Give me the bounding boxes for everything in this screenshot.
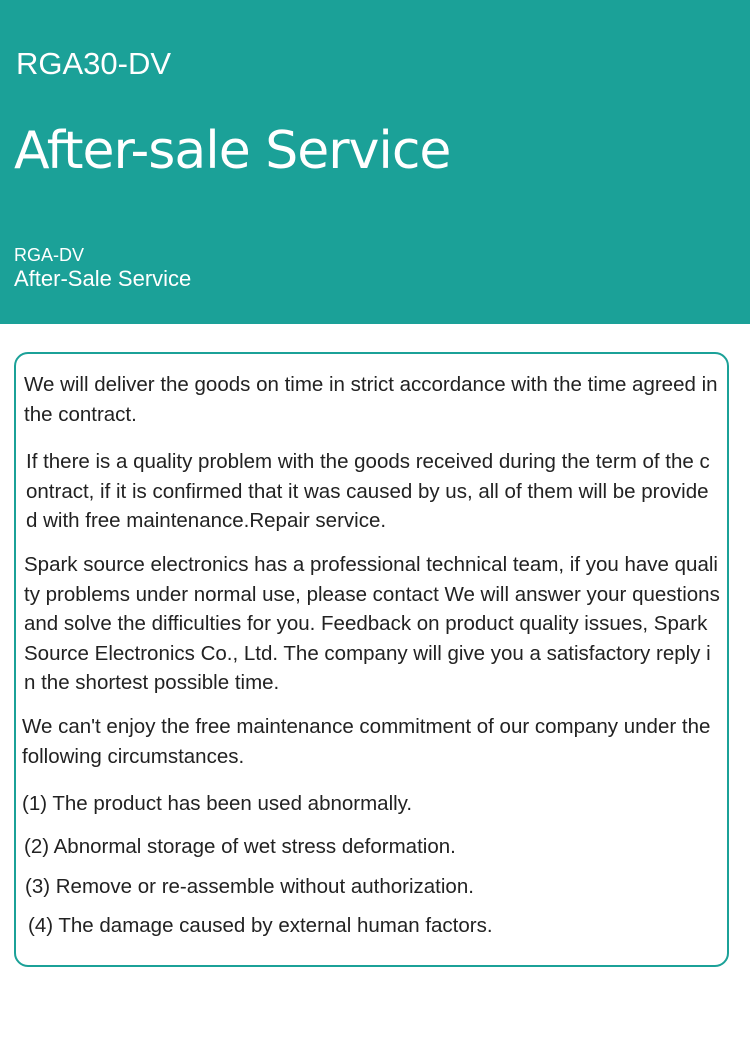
list-item: (2) Abnormal storage of wet stress deformation. bbox=[24, 835, 456, 858]
paragraph-quality-problem: If there is a quality problem with the goods received during the term of the contract, if it is confirmed that it was caused by us, all of them will be provided with free maintenance.Repair service. bbox=[26, 450, 710, 532]
product-model: RGA30-DV bbox=[16, 46, 172, 81]
paragraph-technical-team: Spark source electronics has a professional technical team, if you have quality problems under normal use, please contact We will answer your questions and solve the difficulties for you. Feedback on product quality issues, Spark Source Electronics Co., Ltd. The company will give you a satisfactory reply in the shortest possible time. bbox=[24, 553, 720, 694]
page-title: After-sale Service bbox=[14, 121, 451, 181]
sub-title: After-Sale Service bbox=[14, 266, 192, 291]
paragraph-delivery: We will deliver the goods on time in strict accordance with the time agreed in the contract. bbox=[24, 373, 718, 426]
list-item: (1) The product has been used abnormally. bbox=[22, 792, 413, 815]
list-item: (3) Remove or re-assemble without authorization. bbox=[25, 875, 474, 898]
sub-model-label: RGA-DV bbox=[14, 245, 85, 265]
paragraph-exclusions-intro: We can't enjoy the free maintenance commitment of our company under the following circumstances. bbox=[22, 715, 711, 768]
header-banner bbox=[0, 0, 750, 324]
service-terms-panel bbox=[14, 352, 729, 967]
list-item: (4) The damage caused by external human factors. bbox=[28, 914, 493, 937]
